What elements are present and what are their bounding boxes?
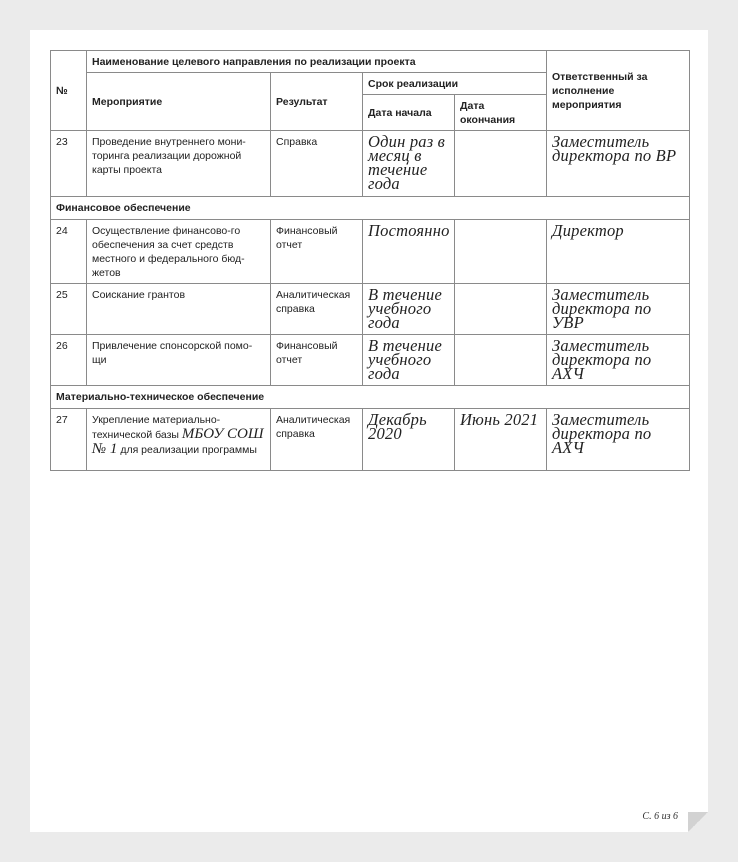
row-measure-text: Укрепление материально-технической базы — [92, 414, 221, 441]
header-result: Результат — [271, 73, 363, 131]
row-number: 27 — [51, 409, 87, 471]
row-number: 26 — [51, 335, 87, 386]
header-end-date: Дата окончания — [455, 95, 547, 131]
row-number: 24 — [51, 220, 87, 284]
row-number: 23 — [51, 131, 87, 197]
header-direction: Наименование целевого направления по реализации проекта — [87, 51, 547, 73]
header-measure: Мероприятие — [87, 73, 271, 131]
school-name: МБОУ СОШ № 1 — [92, 426, 264, 457]
row-result: Аналитическая справка — [271, 409, 363, 471]
row-result: Финансовый отчет — [271, 335, 363, 386]
row-responsible: Заместитель директора по АХЧ — [547, 409, 690, 471]
row-measure: Привлечение спонсорской помо-щи — [87, 335, 271, 386]
section-row — [51, 386, 690, 409]
row-result: Аналитическая справка — [271, 284, 363, 335]
row-end-date: Июнь 2021 — [455, 409, 547, 471]
row-result: Финансовый отчет — [271, 220, 363, 284]
section-row — [51, 197, 690, 220]
section-material-title: Материально-техническое обеспечение — [51, 386, 690, 409]
header-start-date: Дата начала — [363, 95, 455, 131]
section-finance-title: Финансовое обеспечение — [51, 197, 690, 220]
row-responsible: Директор — [547, 220, 690, 284]
row-responsible: Заместитель директора по УВР — [547, 284, 690, 335]
row-measure: Проведение внутреннего мони-торинга реализации дорожной карты проекта — [87, 131, 271, 197]
row-end-date — [455, 335, 547, 386]
row-start-date: В течение учебного года — [363, 284, 455, 335]
table-row — [51, 220, 690, 284]
row-measure: Осуществление финансово-го обеспечения за счет средств местного и федерального бюд-жетов — [87, 220, 271, 284]
row-start-date: Один раз в месяц в течение года — [363, 131, 455, 197]
table-row — [51, 284, 690, 335]
document-page — [30, 30, 708, 832]
row-result: Справка — [271, 131, 363, 197]
header-responsible: Ответственный за исполнение мероприятия — [547, 51, 690, 131]
table-row — [51, 409, 690, 471]
row-measure — [87, 409, 271, 471]
row-end-date — [455, 284, 547, 335]
row-start-date: Постоянно — [363, 220, 455, 284]
row-start-date: Декабрь 2020 — [363, 409, 455, 471]
row-number: 25 — [51, 284, 87, 335]
row-end-date — [455, 131, 547, 197]
row-measure: Соискание грантов — [87, 284, 271, 335]
header-period: Срок реализации — [363, 73, 547, 95]
project-plan-table — [50, 50, 690, 471]
page-fold-corner — [688, 812, 708, 832]
header-number: № — [51, 51, 87, 131]
row-responsible: Заместитель директора по АХЧ — [547, 335, 690, 386]
table-row — [51, 335, 690, 386]
row-measure-text-end: для реализации программы — [120, 444, 257, 456]
table-row — [51, 131, 690, 197]
row-start-date: В течение учебного года — [363, 335, 455, 386]
row-end-date — [455, 220, 547, 284]
page-number: С. 6 из 6 — [642, 811, 678, 822]
row-responsible: Заместитель директора по ВР — [547, 131, 690, 197]
